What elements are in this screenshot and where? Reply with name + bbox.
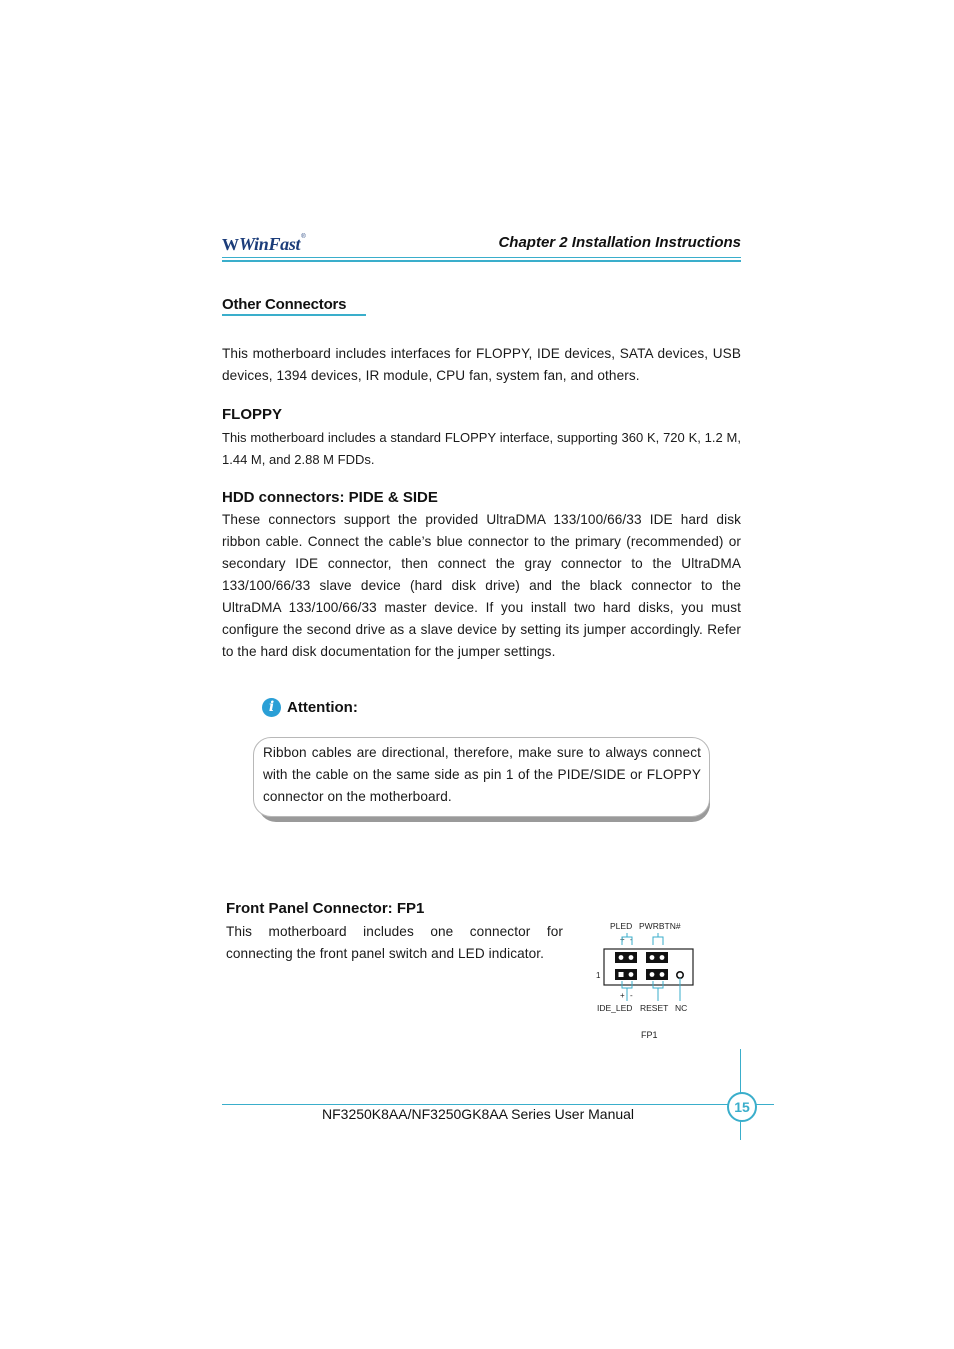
label-minus-top: - xyxy=(630,935,633,944)
attention-title: Attention: xyxy=(287,699,358,716)
hdd-paragraph: These connectors support the provided UltraDMA 133/100/66/33 IDE hard disk ribbon cable. Connect the cable’s blue connector to the primary (recommended) or secondary IDE connector, then connect the gray connector to the UltraDMA 133/100/66/33 slave device (hard disk drive) and the black connector to the UltraDMA 133/100/66/33 master device. If you install two hard disks, you must configure the second drive as a slave device by setting its jumper accordingly. Refer to the hard disk documentation for the jumper settings. xyxy=(222,512,741,659)
diagram-caption: FP1 xyxy=(641,1030,658,1040)
hdd-heading: HDD connectors: PIDE & SIDE xyxy=(222,489,438,506)
label-pwrbtn: PWRBTN# xyxy=(639,921,681,931)
label-reset: RESET xyxy=(640,1003,669,1013)
logo-mark: W xyxy=(222,235,239,254)
header-rule-bottom xyxy=(222,260,741,262)
floppy-heading: FLOPPY xyxy=(222,406,283,423)
chapter-title: Chapter 2 Installation Instructions xyxy=(498,234,741,251)
info-icon: i xyxy=(262,698,281,717)
pin-block-bottom-left xyxy=(615,969,637,980)
fp1-diagram xyxy=(590,915,705,1045)
pin-block-bottom-right xyxy=(646,969,668,980)
bracket-pwrbtn xyxy=(653,937,663,945)
label-plus-bottom: + xyxy=(620,991,625,1000)
manual-title: NF3250K8AA/NF3250GK8AA Series User Manual xyxy=(322,1106,635,1122)
label-plus-top: + xyxy=(620,935,625,944)
front-panel-heading: Front Panel Connector: FP1 xyxy=(226,900,425,917)
attention-box xyxy=(253,737,710,817)
front-panel-paragraph: This motherboard includes one connector for connecting the front panel switch and LED indicator. xyxy=(226,924,563,961)
page-number: 15 xyxy=(727,1092,757,1122)
logo-text: WinFast xyxy=(239,234,301,254)
label-pin1: 1 xyxy=(596,971,601,980)
logo-registered-mark: ® xyxy=(301,234,306,240)
pin-block-top-left xyxy=(615,952,637,963)
attention-text: Ribbon cables are directional, therefore, make sure to always connect with the cable on the same side as pin 1 of the PIDE/SIDE or FLOPPY connector on the motherboard. xyxy=(263,745,701,804)
pin-block-top-right xyxy=(646,952,668,963)
header-rule-top xyxy=(222,257,741,258)
label-nc: NC xyxy=(675,1003,688,1013)
pin-nc xyxy=(677,972,683,978)
section-title: Other Connectors xyxy=(222,296,347,313)
floppy-paragraph: This motherboard includes a standard FLOPPY interface, supporting 360 K, 720 K, 1.2 M, 1.44 M, and 2.88 M FDDs. xyxy=(222,430,741,467)
intro-paragraph: This motherboard includes interfaces for FLOPPY, IDE devices, SATA devices, USB devices, 1394 devices, IR module, CPU fan, system fan, and others. xyxy=(222,346,741,383)
label-pled: PLED xyxy=(610,921,633,931)
footer-rule xyxy=(222,1104,774,1105)
section-title-underline xyxy=(222,314,366,316)
label-ide-led: IDE_LED xyxy=(597,1003,633,1013)
winfast-logo xyxy=(222,234,322,256)
label-minus-bottom: - xyxy=(630,991,633,1000)
